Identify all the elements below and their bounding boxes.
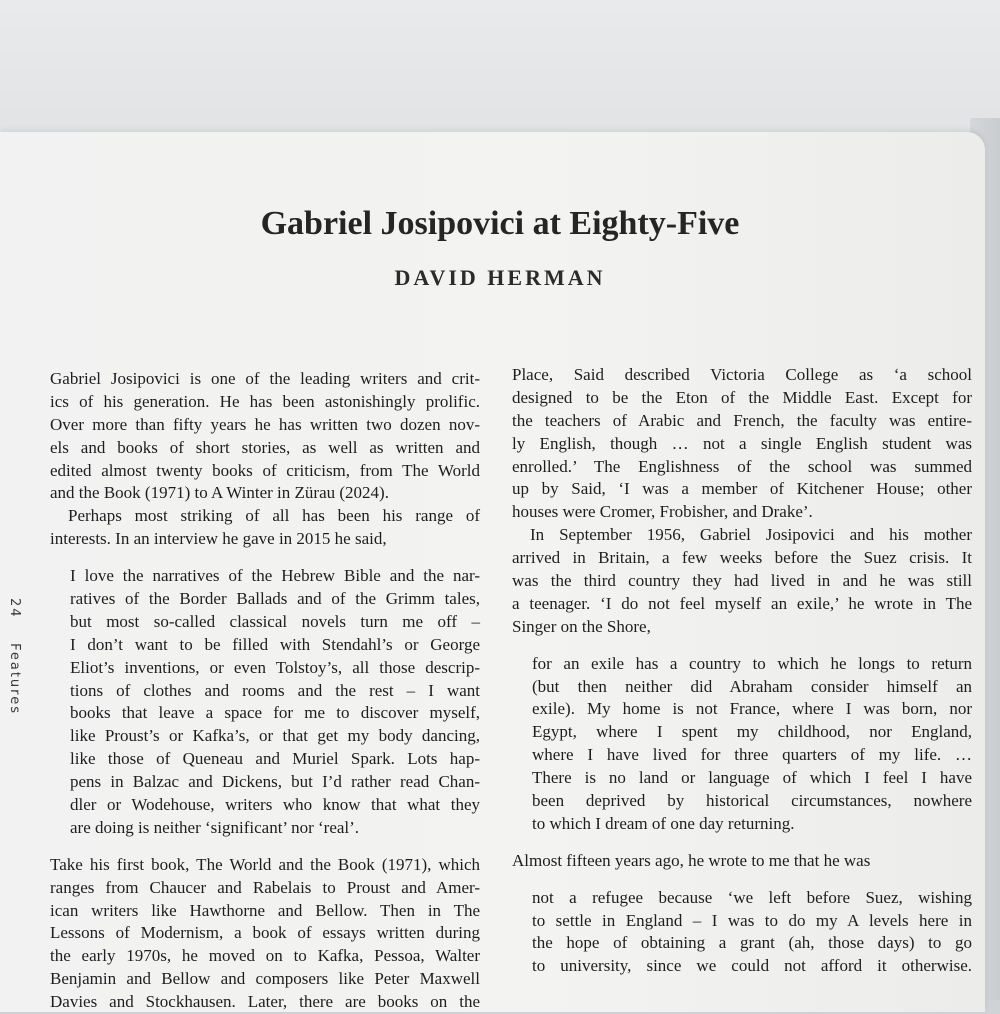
quote-line: like those of Queneau and Muriel Spark. Lots hap- <box>70 749 480 769</box>
text-line: Davies and Stockhausen. Later, there are books on the <box>50 992 480 1012</box>
text-line: Benjamin and Bellow and composers like Peter Maxwell <box>50 969 480 989</box>
paragraph-victoria-college <box>512 364 972 524</box>
text-line: was the third country they had lived in and he was still <box>512 571 972 591</box>
text-line: Gabriel Josipovici is one of the leading writers and crit- <box>50 369 480 388</box>
text-line: Perhaps most striking of all has been his range of <box>68 506 480 526</box>
quote-line: ratives of the Border Ballads and of the Grimm tales, <box>70 589 480 609</box>
text-line: ly English, though … not a single English student was <box>512 433 972 453</box>
text-line: Singer on the Shore, <box>512 616 651 636</box>
paragraph-letter <box>512 850 972 873</box>
quote-line: Eliot’s inventions, or even Tolstoy’s, all those descrip- <box>70 657 480 677</box>
text-line: Almost fifteen years ago, he wrote to me that he was <box>512 850 871 870</box>
block-quote-refugee <box>512 887 972 979</box>
block-quote-interview <box>50 565 480 840</box>
text-line: Over more than fifty years he has written two dozen nov- <box>50 414 480 434</box>
text-line: up by Said, ‘I was a member of Kitchener House; other <box>512 479 972 499</box>
quote-line: to settle in England – I was to do my A levels here in <box>532 910 972 930</box>
quote-line: I don’t want to be filled with Stendahl’s or George <box>70 634 480 654</box>
page-number: 24 <box>7 598 22 619</box>
quote-line: exile). My home is not France, where I was born, nor <box>532 699 972 719</box>
quote-line: pens in Balzac and Dickens, but I’d rather read Chan- <box>70 772 480 792</box>
quote-line: the hope of obtaining a grant (ah, those days) to go <box>532 933 972 953</box>
quote-line: (but then neither did Abraham consider himself an <box>532 676 972 696</box>
paragraph-arrival <box>512 524 972 638</box>
page-folio <box>2 598 22 716</box>
right-column <box>512 364 972 978</box>
text-line: ics of his generation. He has been astonishingly prolific. <box>50 391 480 411</box>
section-name: Features <box>7 643 22 715</box>
text-line: arrived in Britain, a few weeks before the Suez crisis. It <box>512 548 972 568</box>
quote-line: books that leave a space for me to discover myself, <box>70 703 480 723</box>
text-line: houses were Cromer, Frobisher, and Drake’. <box>512 502 813 522</box>
quote-line: I love the narratives of the Hebrew Bible and the nar- <box>70 566 480 586</box>
text-line: Place, Said described Victoria College as ‘a school <box>512 365 972 384</box>
quote-line: but most so-called classical novels turn me off – <box>70 611 480 631</box>
quote-line: tions of clothes and rooms and the rest – I want <box>70 680 480 700</box>
left-column <box>50 368 480 1014</box>
text-line: Lessons of Modernism, a book of essays written during <box>50 923 480 943</box>
quote-line: are doing is neither ‘significant’ nor ‘real’. <box>70 817 360 837</box>
text-line: the teachers of Arabic and French, the faculty was entire- <box>512 410 972 430</box>
paragraph-intro <box>50 368 480 505</box>
text-line: In September 1956, Gabriel Josipovici and his mother <box>530 525 972 545</box>
text-line: interests. In an interview he gave in 2015 he said, <box>50 529 387 549</box>
article-author: DAVID HERMAN <box>394 265 606 290</box>
quote-line: where I have lived for three quarters of my life. … <box>532 745 972 765</box>
text-line: els and books of short stories, as well as written and <box>50 437 480 457</box>
paragraph-interests <box>50 505 480 551</box>
quote-line: for an exile has a country to which he longs to return <box>532 653 972 673</box>
text-line: a teenager. ‘I do not feel myself an exile,’ he wrote in The <box>512 593 972 613</box>
paragraph-first-book <box>50 854 480 1014</box>
text-line: the early 1970s, he moved on to Kafka, Pessoa, Walter <box>50 946 480 966</box>
quote-line: to which I dream of one day returning. <box>532 813 795 833</box>
quote-line: dler or Wodehouse, writers who know that what they <box>70 795 480 815</box>
text-line: ican writers like Hawthorne and Bellow. Then in The <box>50 900 480 920</box>
text-line: designed to be the Eton of the Middle East. Except for <box>512 387 972 407</box>
quote-line: been deprived by historical circumstances, nowhere <box>532 791 972 811</box>
text-line: Take his first book, The World and the Book (1971), which <box>50 854 480 874</box>
text-line: ranges from Chaucer and Rabelais to Proust and Amer- <box>50 877 480 897</box>
article-title: Gabriel Josipovici at Eighty-Five <box>260 205 740 242</box>
text-line: enrolled.’ The Englishness of the school was summed <box>512 456 972 476</box>
block-quote-exile <box>512 653 972 836</box>
quote-line: to university, since we could not afford it otherwise. <box>532 956 972 976</box>
quote-line: not a refugee because ‘we left before Suez, wishing <box>532 887 972 907</box>
quote-line: like Proust’s or Kafka’s, or that get my body dancing, <box>70 726 480 746</box>
text-line: and the Book (1971) to A Winter in Zürau (2024). <box>50 483 389 503</box>
quote-line: There is no land or language of which I feel I have <box>532 768 972 788</box>
text-line: edited almost twenty books of criticism, from The World <box>50 460 480 480</box>
background-wall <box>0 0 1000 140</box>
quote-line: Egypt, where I spent my childhood, nor England, <box>532 722 972 742</box>
